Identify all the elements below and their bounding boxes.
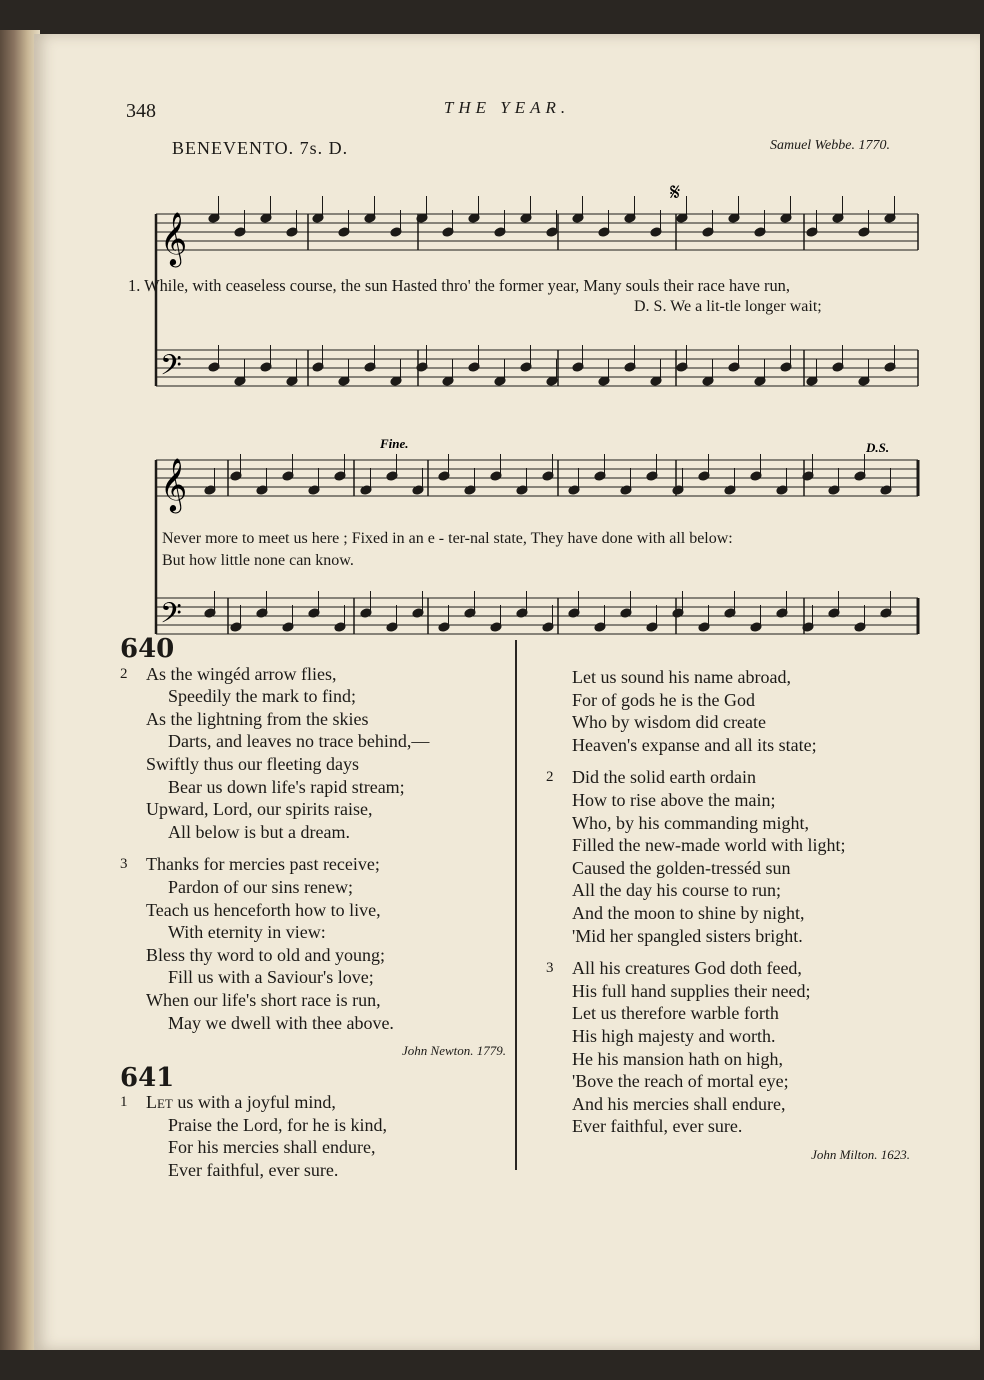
verse-line: Heaven's expanse and all its state;: [572, 734, 817, 755]
clef-icon: 𝄞: [160, 459, 188, 510]
stanza: [120, 663, 510, 844]
verse-line: May we dwell with thee above.: [168, 1012, 394, 1033]
verse-line: His high majesty and worth.: [572, 1025, 776, 1046]
hymn-number-641: 641: [120, 1062, 175, 1093]
verse-line: And his mercies shall endure,: [572, 1093, 786, 1114]
verse-line: 3 Thanks for mercies past receive;: [120, 854, 380, 875]
right-column: [546, 666, 966, 1170]
tune-name: BENEVENTO. 7s. D.: [172, 138, 349, 158]
hymn-640-text: [120, 663, 510, 1035]
verse-line: Pardon of our sins renew;: [168, 876, 353, 897]
verse-line: And the moon to shine by night,: [572, 902, 805, 923]
verse-line: All below is but a dream.: [168, 821, 350, 842]
running-title: THE YEAR.: [443, 98, 571, 117]
verse-line: How to rise above the main;: [572, 789, 776, 810]
page-header: [34, 96, 980, 126]
verse-line: 3 All his creatures God doth feed,: [546, 958, 802, 979]
page-number: 348: [126, 100, 156, 122]
verse-line: Ever faithful, ever sure.: [168, 1160, 339, 1181]
column-divider: [515, 640, 517, 1170]
verse-line: Upward, Lord, our spirits raise,: [146, 799, 373, 820]
lyric-line-2b: But how little none can know.: [162, 552, 354, 569]
verse-line: His full hand supplies their need;: [572, 980, 811, 1001]
verse-line: Swiftly thus our fleeting days: [146, 753, 359, 774]
ds-marking: D.S.: [866, 440, 890, 455]
tune-heading: [34, 138, 980, 164]
hymn-641-author: John Milton. 1623.: [811, 1146, 910, 1162]
hymn-number-640: 640: [120, 634, 175, 664]
verse-line: Bear us down life's rapid stream;: [168, 776, 405, 797]
fine-marking: Fine.: [380, 436, 409, 451]
verse-line: When our life's short race is run,: [146, 989, 381, 1010]
verse-line: Who, by his commanding might,: [572, 812, 809, 833]
left-column: [120, 634, 510, 1192]
stanza: [546, 666, 966, 756]
verse-line: Bless thy word to old and young;: [146, 944, 385, 965]
verse-line: As the lightning from the skies: [146, 708, 369, 729]
lyric-line-1-ds: D. S. We a lit-tle longer wait;: [634, 298, 822, 315]
verse-line: 1 Let us with a joyful mind,: [120, 1092, 336, 1113]
verse-line: Filled the new-made world with light;: [572, 835, 846, 856]
verse-line: 2 Did the solid earth ordain: [546, 767, 756, 788]
tune-composer: Samuel Webbe. 1770.: [769, 138, 890, 153]
book-page: [34, 34, 980, 1350]
verse-line: Praise the Lord, for he is kind,: [168, 1114, 387, 1135]
verse-line: Ever faithful, ever sure.: [572, 1116, 743, 1137]
verse-line: Fill us with a Saviour's love;: [168, 967, 374, 988]
lyric-line-1: 1. While, with ceaseless course, the sun Hasted thro' the former year, Many souls their race have run,: [128, 276, 790, 295]
verse-line: Let us therefore warble forth: [572, 1003, 779, 1024]
segno-icon: 𝄋: [670, 180, 681, 206]
verse-line: 'Mid her spangled sisters bright.: [572, 925, 803, 946]
music-score: [118, 170, 924, 664]
verse-line: Speedily the mark to find;: [168, 686, 356, 707]
hymn-641-stanza-1: [120, 1091, 510, 1181]
hymn-640-author: John Newton. 1779.: [402, 1043, 506, 1059]
stanza: [546, 766, 966, 947]
verse-line: Who by wisdom did create: [572, 712, 766, 733]
lyric-line-2: Never more to meet us here ; Fixed in an e - ter-nal state, They have done with all below:: [162, 530, 733, 547]
clef-icon: 𝄢: [160, 351, 182, 388]
hymn-641-text: [546, 666, 966, 1138]
verse-line: All the day his course to run;: [572, 880, 781, 901]
clef-icon: 𝄞: [160, 213, 188, 264]
stanza: [120, 853, 510, 1034]
verse-line: Darts, and leaves no trace behind,—: [168, 731, 430, 752]
verse-line: 'Bove the reach of mortal eye;: [572, 1071, 789, 1092]
verse-line: Caused the golden-tresséd sun: [572, 857, 791, 878]
stanza: [546, 957, 966, 1138]
verse-line: He his mansion hath on high,: [572, 1048, 783, 1069]
clef-icon: 𝄢: [160, 599, 182, 636]
verse-line: For of gods he is the God: [572, 689, 755, 710]
verse-line: Teach us henceforth how to live,: [146, 899, 381, 920]
verse-line: Let us sound his name abroad,: [572, 667, 791, 687]
verse-line: 2 As the wingéd arrow flies,: [120, 663, 337, 684]
verse-line: For his mercies shall endure,: [168, 1137, 376, 1158]
verse-line: With eternity in view:: [168, 922, 326, 943]
